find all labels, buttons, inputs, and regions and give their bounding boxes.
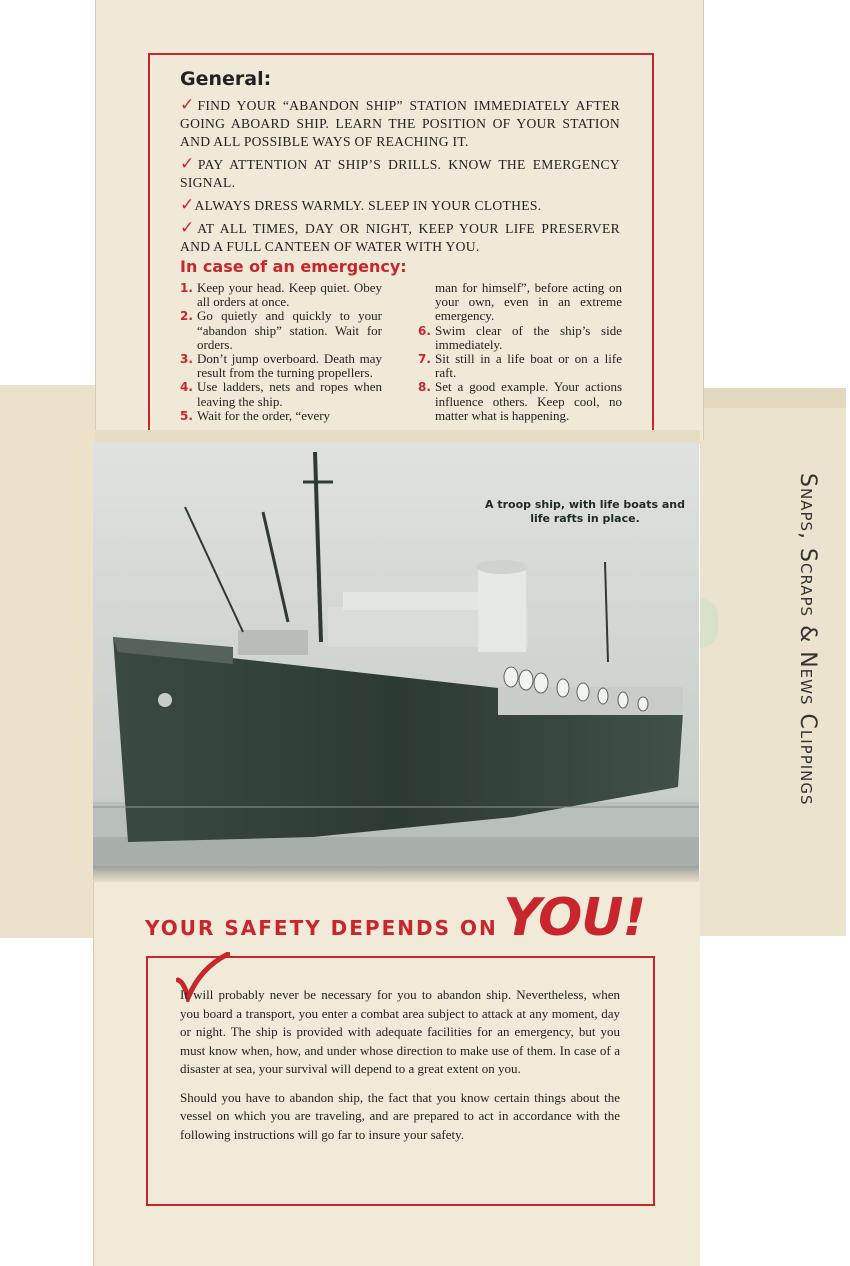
emergency-item: 2. Go quietly and quickly to your “abandon ship” station. Wait for orders. (180, 308, 382, 352)
emergency-item-continued: man for himself”, before acting on your own, even in an extreme emergency. (435, 280, 622, 324)
intro-text (180, 986, 620, 1154)
rule-item: ✓ALWAYS DRESS WARMLY. SLEEP IN YOUR CLOTHES. (180, 195, 542, 215)
emergency-item: 7. Sit still in a life boat or on a life raft. (418, 351, 622, 381)
safety-banner-emphasis: YOU (503, 888, 623, 948)
photo-caption: A troop ship, with life boats and life rafts in place. (485, 498, 685, 525)
general-rules (180, 96, 620, 260)
album-page-stain (700, 598, 718, 648)
intro-paragraph: It will probably never be necessary for you to abandon ship. Nevertheless, when you board a transport, you enter a combat area subject to attack at any moment, day or night. The ship is provided with adequate facilities for an emergency, but you must know when, how, and under whose direction to make use of them. In case of a disaster at sea, your survival will depend to a great extent on you. (180, 987, 620, 1076)
emergency-item: 8. Set a good example. Your actions influence others. Keep cool, no matter what is happening. (418, 379, 622, 423)
album-page-left (0, 385, 97, 938)
rule-item: ✓FIND YOUR “ABANDON SHIP” STATION IMMEDIATELY AFTER GOING ABOARD SHIP. LEARN THE POSITION OF YOUR STATION AND ALL POSSIBLE WAYS OF REACHING IT. (180, 95, 620, 149)
general-heading: General: (180, 68, 272, 90)
emergency-item: 4. Use ladders, nets and ropes when leaving the ship. (180, 379, 382, 409)
emergency-item: 3. Don’t jump overboard. Death may result from the turning propellers. (180, 351, 382, 381)
emergency-heading: In case of an emergency: (180, 257, 407, 276)
rule-item: ✓PAY ATTENTION AT SHIP’S DRILLS. KNOW THE EMERGENCY SIGNAL. (180, 154, 620, 190)
rule-item: ✓AT ALL TIMES, DAY OR NIGHT, KEEP YOUR LIFE PRESERVER AND A FULL CANTEEN OF WATER WITH YOU. (180, 218, 620, 254)
checkmark-icon: ✓ (180, 95, 198, 115)
safety-banner-text: YOUR SAFETY DEPENDS ON (145, 916, 498, 940)
album-page-right (700, 388, 846, 936)
checkmark-icon: ✓ (180, 218, 198, 238)
exclamation-mark: ! (622, 888, 646, 948)
emergency-item: 6. Swim clear of the ship’s side immediately. (418, 322, 622, 352)
checkmark-icon: ✓ (180, 154, 198, 174)
album-cover-label: Snaps, Scraps & News Clippings (795, 473, 820, 806)
album-page-tab (700, 388, 846, 408)
leaflet-fold (93, 866, 699, 882)
emergency-item: 1. Keep your head. Keep quiet. Obey all orders at once. (180, 280, 382, 310)
intro-paragraph: Should you have to abandon ship, the fact that you know certain things about the vessel on which you are traveling, and are prepared to act in accordance with the following instructions will go far to insure your safety. (180, 1089, 620, 1142)
checkmark-icon: ✓ (180, 195, 195, 215)
emergency-column-right (418, 281, 622, 423)
safety-banner (145, 888, 685, 948)
emergency-item: 5. Wait for the order, “every (180, 407, 331, 423)
emergency-column-left (180, 281, 382, 423)
